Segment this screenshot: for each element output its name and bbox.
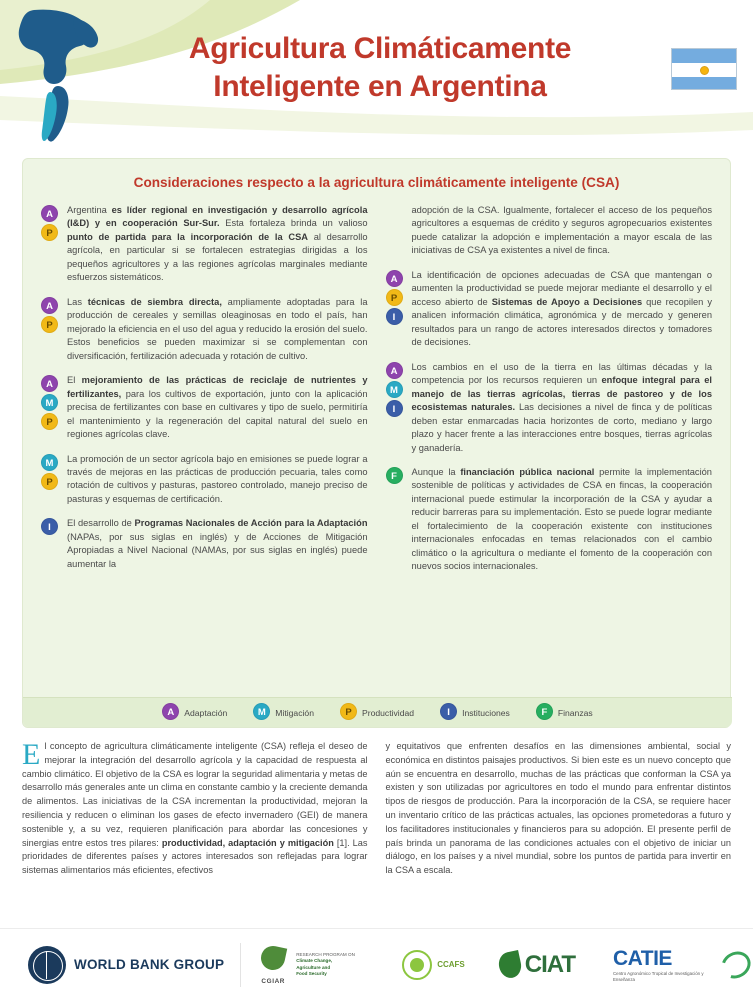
logo-divider [240, 943, 241, 987]
consideration-item [41, 374, 368, 441]
catie-logo[interactable] [613, 947, 751, 982]
consideration-text: Argentina es líder regional en investigación y desarrollo agrícola (I&D) y en cooperación Sur-Sur. Esta fortaleza brinda un valioso punto de partida para la incorporación de la CSA al desarrollo agrícola, en particular si se fortalecen estrategias dirigidas a los pequeños agricultores y a las regiones agrícolas marginales mediante esfuerzos sistemáticos. [67, 205, 368, 283]
consideration-text: El mejoramiento de las prácticas de reciclaje de nutrientes y fertilizantes, para los cultivos de exportación, junto con la aplicación precisa de fertilizantes con base en cultivares y tipo de suelo, permitiría el mantenimiento y la regeneración del capital natural del suelo en regiones agrícolas clave. [67, 375, 368, 440]
pillar-badge-m: M [41, 394, 58, 411]
consideration-item [386, 269, 713, 350]
considerations-panel [22, 158, 731, 728]
intro-column-left [22, 740, 368, 878]
legend-item-mitigación [253, 703, 314, 722]
pillar-badge-i: I [386, 400, 403, 417]
pillar-badge-p: P [41, 473, 58, 490]
pillar-badges [386, 361, 405, 455]
pillar-badge-f: F [386, 467, 403, 484]
legend-item-productividad [340, 703, 414, 722]
consideration-text: La identificación de opciones adecuadas de CSA que mantengan o aumenten la productividad se puede mejorar mediante el desarrollo y el acceso abierto de Sistemas de Apoyo a Decisiones que recopilen y analicen información climática, agronómica y de mercado y generen resultados para un rango de actores interesados directos y tomadores de decisiones. [411, 269, 712, 348]
legend-badge-i: I [440, 703, 457, 720]
consideration-item [41, 204, 368, 285]
legend-badge-m: M [253, 703, 270, 720]
consideration-item [386, 361, 713, 455]
consideration-text: Los cambios en el uso de la tierra en las últimas décadas y la competencia por los recursos requieren un enfoque integral para el manejo de las tierras agrícolas, tierras de pastoreo y de los ecosistemas naturales. Las decisiones a nivel de finca y de políticas deben estar enmarcadas hacia horizontes de corto, mediano y largo plazo y hacer frente a las interacciones entre bosques, tierras agrícolas y ganadería. [411, 361, 712, 453]
pillar-badge-a: A [386, 270, 403, 287]
panel-column-right [386, 204, 713, 585]
circle-icon [402, 950, 432, 980]
legend-item-finanzas [536, 703, 593, 722]
panel-title: Consideraciones respecto a la agricultura climáticamente inteligente (CSA) [133, 175, 620, 190]
catie-subtitle: Centro Agronómico Tropical de Investigación y Enseñanza [612, 970, 704, 982]
legend-label: Mitigación [275, 707, 314, 718]
argentina-flag-icon [671, 48, 737, 90]
pillar-badge-i: I [386, 308, 403, 325]
ccafs-logo[interactable] [402, 950, 465, 980]
ccafs-program-text: RESEARCH PROGRAM ON Climate Change, Agriculture and Food Security [296, 952, 355, 976]
pillar-badge-a: A [41, 205, 58, 222]
leaf-icon [257, 944, 289, 978]
legend-label: Instituciones [462, 707, 510, 718]
world-bank-label: WORLD BANK GROUP [74, 957, 225, 972]
pillar-badges [386, 466, 405, 574]
intro-column-right [386, 740, 732, 878]
pillar-badges [386, 269, 405, 350]
pillar-badge-i: I [41, 518, 58, 535]
consideration-item [41, 517, 368, 571]
page-title [120, 30, 640, 107]
pillar-badge-p: P [386, 289, 403, 306]
pillar-badges [386, 204, 405, 258]
pillar-badges [41, 517, 60, 571]
pillar-badges [41, 296, 60, 363]
legend-label: Finanzas [557, 707, 593, 718]
intro-text [22, 740, 731, 878]
consideration-text: Las técnicas de siembra directa, ampliamente adoptadas para la producción de cereales y semillas oleaginosas en todo el país, han mejorado la eficiencia en el uso del agua y reducido la erosión del suelo. Estos beneficios se pueden maximizar si se complementan con diversificación, fertilización adecuada y rotación de cultivo. [67, 296, 368, 361]
cgiar-ccafs-logo[interactable] [257, 944, 392, 985]
cgiar-label: CGIAR [261, 978, 285, 985]
pillar-badge-p: P [41, 316, 58, 333]
pillar-badges [41, 374, 60, 441]
legend [23, 697, 732, 727]
legend-badge-p: P [340, 703, 357, 720]
pillar-badge-p: P [41, 224, 58, 241]
panel-column-left [41, 204, 368, 585]
consideration-text: La promoción de un sector agrícola bajo en emisiones se puede lograr a través de mejoras en las prácticas de producción pecuaria, tales como rotación de cultivos y pasturas, pastoreo controlado, manejo preciso de pasturas y esquemas de certificación. [67, 453, 368, 504]
consideration-item [41, 296, 368, 363]
legend-badge-f: F [536, 703, 553, 720]
catie-label: CATIE [612, 946, 672, 970]
ccafs-label: CCAFS [437, 960, 465, 969]
swirl-icon [717, 946, 753, 983]
consideration-item [41, 453, 368, 507]
pillar-badge-a: A [41, 375, 58, 392]
pillar-badge-m: M [41, 454, 58, 471]
pillar-badge-p: P [41, 413, 58, 430]
legend-label: Adaptación [184, 707, 228, 718]
legend-item-instituciones [440, 703, 510, 722]
pillar-badge-m: M [386, 381, 403, 398]
globe-icon [28, 946, 66, 984]
consideration-text: adopción de la CSA. Igualmente, fortalecer el acceso de los pequeños agricultores a esquemas de crédito y seguros agropecuarios existentes puede catalizar la adopción e implementación a mayor escala de las iniciativas de CSA ya existentes a nivel de finca. [411, 205, 712, 256]
consideration-text: Aunque la financiación pública nacional permite la implementación sostenible de políticas y actividades de CSA en fincas, la cooperación internacional puede estimular la incorporación de la CSA y ayudar a reducir barreras para su implementación. Esto se puede lograr mediante el fortalecimiento de la cooperación existente con instituciones internacionales enfocadas en temas relacionados con el cambio climático o la agricultura o mediante el fomento de la cooperación con nuevos socios internacionales. [411, 466, 712, 572]
pillar-badge-a: A [41, 297, 58, 314]
page-title-line1: Agricultura Climáticamente [188, 32, 572, 65]
pillar-badges [41, 453, 60, 507]
intro-left-text: l concepto de agricultura climáticamente inteligente (CSA) refleja el deseo de mejorar la integración del desarrollo agrícola y la capacidad de respuesta al cambio climático. El objetivo de la CSA es lograr la seguridad alimentaria y metas de desarrollo más generales ante un clima en constante cambio y la creciente demanda de alimentos. Las iniciativas de la CSA incrementan la productividad, mejoran la resiliencia y reducen o eliminan los gases de efecto invernadero (GEI) de manera sostenible y, a su vez, requieren planificación para abordar las concesiones y sinergias entre estos tres pilares: productividad, adaptación y mitigación [1]. Las prioridades de diferentes países y actores interesados son reflejadas para lograr sistemas alimentarios más eficientes, efectivos [22, 741, 368, 876]
page-title-line2: Inteligente en Argentina [213, 70, 547, 104]
world-bank-logo[interactable] [28, 946, 224, 984]
consideration-item [386, 204, 713, 258]
sun-icon [700, 66, 709, 75]
legend-badge-a: A [162, 703, 179, 720]
consideration-text: El desarrollo de Programas Nacionales de Acción para la Adaptación (NAPAs, por sus siglas en inglés) y de Acciones de Mitigación Apropiadas a Nivel Nacional (NAMAs, por sus siglas en inglés) puede aumentar la [67, 518, 368, 569]
partner-logos-footer [0, 928, 753, 1000]
drop-cap: E [22, 738, 41, 771]
page-header [0, 0, 753, 152]
consideration-item [386, 466, 713, 574]
legend-label: Productividad [361, 707, 415, 718]
intro-right-text: y equitativos que enfrenten desafíos en las dimensiones ambiental, social y económica en distintos paisajes productivos. Si bien este es un nuevo concepto que aún se encuentra en desarrollo, muchas de las prácticas que conforman la CSA ya existen y son utilizadas por agricultores en todo el mundo para enfrentar distintos tipos de riesgos de producción. Para la incorporación de la CSA, se requiere hacer un inventario crítico de las prácticas actuales, las opciones prometedoras a futuro y los facilitadores institucionales y financieros para su adopción. El presente perfil de país brinda un panorama de las condiciones actuales con el objetivo de iniciar un diálogo, en los países y a nivel mundial, sobre los puntos de partida para invertir en la CSA a escala. [385, 741, 731, 876]
ciat-logo[interactable] [499, 951, 575, 979]
pillar-badge-a: A [386, 362, 403, 379]
pillar-badges [41, 204, 60, 285]
ciat-label: CIAT [524, 950, 575, 978]
leaf-icon [496, 949, 523, 979]
legend-item-adaptación [162, 703, 227, 722]
